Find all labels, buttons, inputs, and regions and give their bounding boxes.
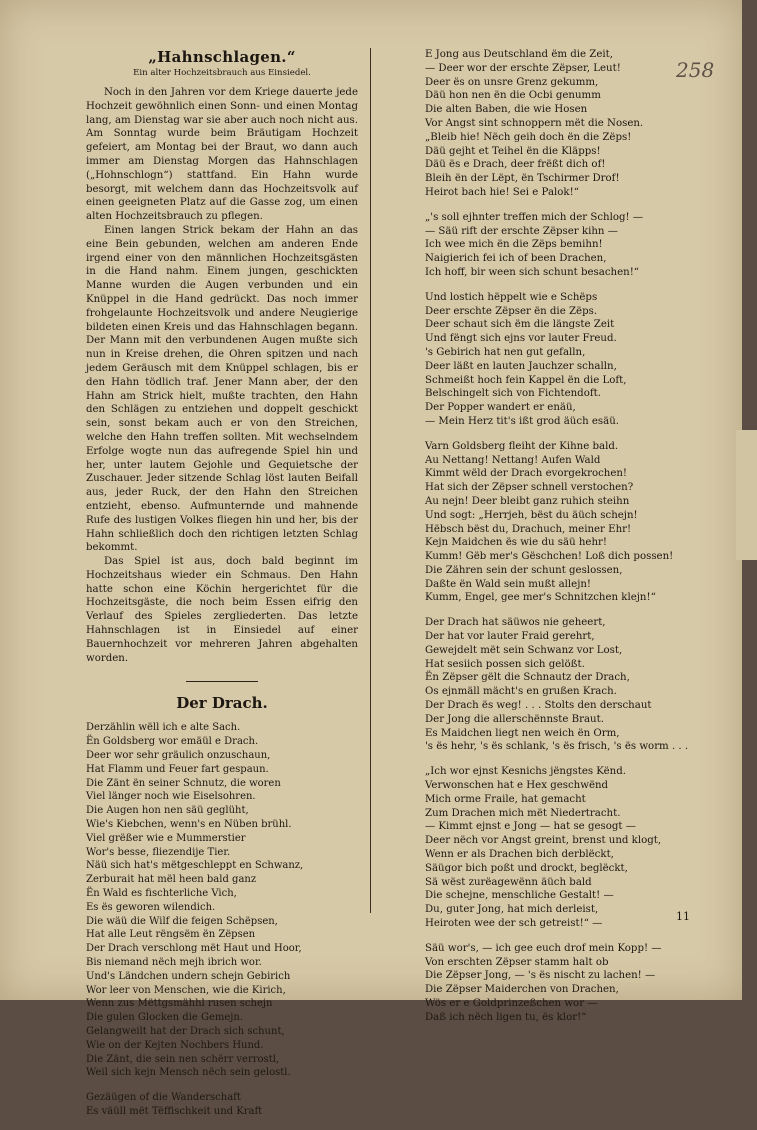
poem-line: — Deer wor der erschte Zëpser, Leut! <box>425 62 621 74</box>
poem-line: Kejn Maidchen ës wie du säü hehr! <box>425 537 607 549</box>
poem-stanza <box>425 291 715 429</box>
poem-line: Wor leer von Menschen, wie die Kirich, <box>86 984 286 996</box>
poem-line: Es ës geworen wilendich. <box>86 901 216 913</box>
poem-line: Und sogt: „Herrjeh, bëst du äüch schejn! <box>425 509 638 521</box>
poem-line: Däü gejht et Teihel ën die Kläpps! <box>425 145 601 157</box>
article-body <box>86 86 358 665</box>
poem-line: — Mein Herz tit's ißt grod äüch esäü. <box>425 415 619 427</box>
poem-line: Au nejn! Deer bleibt ganz ruhich steihn <box>425 495 630 507</box>
poem-line: Und fëngt sich ejns vor lauter Freud. <box>425 333 617 345</box>
handwritten-page-note: 258 <box>676 58 715 82</box>
poem-line: Daßte ën Wald sein mußt allejn! <box>425 578 592 590</box>
poem-line: Und lostich hëppelt wie e Schëps <box>425 291 598 303</box>
poem-line: Naigierich fei ich of been Drachen, <box>425 253 607 265</box>
poem-line: Hat alle Leut rëngsëm ën Zëpsen <box>86 929 256 941</box>
poem-line: Die Zëpser Jong, — 's ës nischt zu lachen! — <box>425 970 656 982</box>
poem-line: — Kimmt ejnst e Jong — hat se gesogt — <box>425 821 636 833</box>
poem-line: Die Zëpser Maiderchen von Drachen, <box>425 984 619 996</box>
poem-title-der-drach: Der Drach. <box>176 694 268 713</box>
poem-line: Wenn er als Drachen bich derblëckt, <box>425 849 614 861</box>
poem-stanza <box>425 765 715 931</box>
torn-edge <box>736 430 757 560</box>
poem-line: Varn Goldsberg fleiht der Kihne bald. <box>425 440 619 452</box>
poem-line: Wös er e Goldprinzeßchen wor — <box>425 998 598 1009</box>
poem-line: Es Maidchen liegt nen weich ën Orm, <box>425 727 620 739</box>
poem-right-part <box>425 48 715 1025</box>
poem-line: „'s soll ejhnter treffen mich der Schlog! — <box>425 211 644 223</box>
poem-line: Daß ich nëch ligen tu, ës klor!“ <box>425 1011 587 1023</box>
poem-line: Deer schaut sich ëm die längste Zeit <box>425 319 615 331</box>
poem-line: Der Jong die allerschënnste Braut. <box>425 713 604 725</box>
poem-stanza <box>86 721 358 1080</box>
poem-line: Weil sich kejn Mensch nëch sein gelostl. <box>86 1067 291 1079</box>
poem-line: Der Popper wandert er enäü, <box>425 402 576 414</box>
poem-line: Deer nëch vor Angst greint, brenst und klogt, <box>425 835 662 847</box>
poem-line: Ich wee mich ën die Zëps bemihn! <box>425 239 603 251</box>
poem-line: Deer wor sehr gräulich onzuschaun, <box>86 750 271 762</box>
poem-line: Wie's Kiebchen, wenn's en Nüben brühl. <box>86 819 292 831</box>
section-rule <box>186 681 258 682</box>
paragraph: Einen langen Strick bekam der Hahn an das eine Bein gebunden, welchen am anderen Ende irgend einer von den männlichen Hochzeitsgästen in die Hand nahm. Einem jungen, geschickten Manne wurden die Augen verbunden und ein Knüppel in die Hand gedrückt. Das noch immer frohgelaunte Hochzeitsvolk und andere Neugierige bildeten einen Kreis und das Hahnschlagen begann. Der Mann mit den verbundenen Augen mußte sich nun in Kreise drehen, die Ohren spitzen und nach jedem Geräusch mit dem Knüppel schlagen, bis er den Hahn tödlich traf. Jener Mann aber, der den Hahn am Strick hielt, mußte trachten, den Hahn den Schlägen zu entziehen und doppelt geschickt sein, sonst bekam auch er von den Streichen, welche den Hahn treffen sollten. Mit wechselndem Erfolge wogte nun das aufregende Spiel hin und her, unter lautem Gejohle und Gequietsche der Zuschauer. Jeder sitzende Schlag löst lauten Beifall aus, jeder Ruck, der den Hahn den Streichen entzieht, ebenso. Aufmunternde und mahnende Rufe des lustigen Volkes fliegen hin und her, bis der Hahn schließlich doch den richtigen letzten Schlag bekommt. <box>86 224 358 554</box>
poem-line: Die alten Baben, die wie Hosen <box>425 104 588 116</box>
poem-line: Und's Ländchen undern schejn Gebirich <box>86 970 291 982</box>
poem-line: Zerburait hat mël heen bald ganz <box>86 874 257 886</box>
poem-line: Derzählin wëll ich e alte Sach. <box>86 722 241 734</box>
article-title-hahnschlagen: „Hahnschlagen.“ <box>148 48 296 66</box>
poem-line: Ën Zëpser gëlt die Schnautz der Drach, <box>425 672 630 684</box>
poem-line: Mich orme Fraile, hat gemacht <box>425 793 586 805</box>
poem-line: Heiroten wee der sch getreist!“ — <box>425 918 603 930</box>
poem-stanza <box>425 616 715 754</box>
poem-stanza <box>425 48 715 200</box>
poem-line: Hëbsch bëst du, Drachuch, meiner Ehr! <box>425 523 632 535</box>
poem-line: Von erschten Zëpser stamm halt ob <box>425 956 609 968</box>
poem-line: Bleih ën der Lëpt, ën Tschirmer Drof! <box>425 173 620 185</box>
poem-line: Wenn zus Mëttgsmähhl rusen schejn <box>86 998 273 1010</box>
paragraph: Noch in den Jahren vor dem Kriege dauerte jede Hochzeit gewöhnlich einen Sonn- und einen Montag lang, am Dienstag war sie aber auch noch nicht aus. Am Sonntag wurde beim Bräutigam Hochzeit gefeiert, am Montag bei der Braut, wo dann auch immer am Dienstag Morgen das Hahnschlagen („Hohnschlogn“) stattfand. Ein Hahn wurde besorgt, mit welchem dann das Hochzeitsvolk auf einen geeigneten Platz auf die Gasse zog, um einen alten Hochzeitsbrauch zu pflegen. <box>86 87 358 223</box>
poem-line: Kumm! Gëb mer's Gëschchen! Loß dich possen! <box>425 551 674 563</box>
poem-line: Däü ës e Drach, deer frëßt dich of! <box>425 159 606 171</box>
poem-line: Säü wor's, — ich gee euch drof mein Kopp! — <box>425 942 662 954</box>
poem-line: Der Drach hat säüwos nie geheert, <box>425 617 606 629</box>
poem-line: Ën Goldsberg wor emäül e Drach. <box>86 736 259 748</box>
poem-line: Die Zänt, die sein nen schërr verrostl, <box>86 1053 280 1065</box>
poem-line: Hat sich der Zëpser schnell verstochen? <box>425 482 634 494</box>
poem-line: E Jong aus Deutschland ëm die Zeit, <box>425 49 613 60</box>
poem-line: Die Augen hon nen säü geglüht, <box>86 805 249 817</box>
poem-line: Die gulen Glocken die Gemejn. <box>86 1012 244 1024</box>
poem-line: Kimmt wëld der Drach evorgekrochen! <box>425 468 628 480</box>
poem-line: Gewejdelt mët sein Schwanz vor Lost, <box>425 644 623 656</box>
poem-line: Der Drach verschlong mët Haut und Hoor, <box>86 943 302 955</box>
poem-line: 's ës hehr, 's ës schlank, 's ës frisch, 's ës worm . . . <box>425 741 689 753</box>
poem-line: Belschingelt sich von Fichtendoft. <box>425 388 601 400</box>
poem-line: Au Nettang! Nettang! Aufen Wald <box>425 454 601 466</box>
poem-stanza <box>425 211 715 280</box>
poem-line: Ich hoff, bir ween sich schunt besachen!“ <box>425 266 639 278</box>
paragraph: Das Spiel ist aus, doch bald beginnt im Hochzeitshaus wieder ein Schmaus. Den Hahn hatte schon eine Köchin hergerichtet für die Hochzeitsgäste, die noch beim Essen eifrig den Verlauf des Spieles zergliederten. Das letzte Hahnschlagen ist in Einsiedel auf einer Bauernhochzeit vor mehreren Jahren abgehalten worden. <box>86 556 358 664</box>
poem-line: „Ich wor ejnst Kesnichs jëngstes Kënd. <box>425 766 626 778</box>
poem-line: Es väüll mët Tëffischkeit und Kraft <box>86 1105 263 1117</box>
poem-line: Viel grëßer wie e Mummerstier <box>86 832 246 844</box>
poem-stanza <box>425 440 715 606</box>
poem-line: „Bleib hie! Nëch geih doch ën die Zëps! <box>425 131 632 143</box>
poem-line: Hat sesiich possen sich gelößt. <box>425 658 585 670</box>
poem-line: Kumm, Engel, gee mer's Schnitzchen klejn!“ <box>425 592 656 604</box>
poem-line: Os ejnmäll mächt's en grußen Krach. <box>425 686 617 698</box>
poem-line: Heirot bach hie! Sei e Palok!“ <box>425 186 579 198</box>
poem-line: Die Zänt ën seiner Schnutz, die woren <box>86 777 281 789</box>
poem-line: Der Drach ës weg! . . . Stolts den derschaut <box>425 700 652 712</box>
poem-line: Deer erschte Zëpser ën die Zëps. <box>425 305 598 317</box>
poem-line: Die Zähren sein der schunt geslossen, <box>425 564 623 576</box>
poem-line: 's Gebirich hat nen gut gefalln, <box>425 346 586 358</box>
poem-line: Die wäü die Wilf die feigen Schëpsen, <box>86 915 278 927</box>
poem-left-part <box>86 721 358 1118</box>
poem-line: Die schejne, menschliche Gestalt! — <box>425 890 614 902</box>
article-subtitle: Ein alter Hochzeitsbrauch aus Einsiedel. <box>133 68 311 78</box>
poem-line: Schmeißt hoch fein Kappel ën die Loft, <box>425 374 627 386</box>
poem-stanza <box>425 942 715 1025</box>
page-number: 11 <box>676 910 690 923</box>
right-column <box>425 48 715 1036</box>
poem-line: Verwonschen hat e Hex geschwënd <box>425 780 609 792</box>
poem-line: Däü hon nen ën die Ocbi genumm <box>425 90 601 102</box>
poem-line: Ën Wald es fischterliche Vich, <box>86 888 237 900</box>
poem-line: Zum Drachen mich mët Niedertracht. <box>425 807 621 819</box>
column-divider <box>370 48 371 913</box>
poem-line: Deer ës on unsre Grenz gekumm, <box>425 76 599 88</box>
poem-line: Wor's besse, fliezendije Tier. <box>86 846 231 858</box>
poem-line: Viel länger noch wie Eiselsohren. <box>86 791 256 803</box>
poem-line: Wie on der Kejten Nochbers Hund. <box>86 1039 264 1051</box>
poem-line: Näü sich hat's mëtgeschleppt en Schwanz, <box>86 860 304 872</box>
poem-stanza <box>86 1091 358 1119</box>
poem-line: Säügor bich poßt und drockt, beglëckt, <box>425 862 628 874</box>
poem-line: Gezäügen of die Wanderschaft <box>86 1092 241 1104</box>
poem-line: Sä wëst zurëagewënn äüch bald <box>425 876 592 888</box>
poem-line: Hat Flamm und Feuer fart gespaun. <box>86 763 269 775</box>
poem-line: — Säü rift der erschte Zëpser kihn — <box>425 225 618 237</box>
poem-line: Vor Angst sint schnoppern mët die Nosen. <box>425 117 644 129</box>
left-column <box>86 48 358 1130</box>
poem-line: Bis niemand nëch mejh ibrich wor. <box>86 957 262 969</box>
poem-line: Deer läßt en lauten Jauchzer schalln, <box>425 360 617 372</box>
poem-line: Du, guter Jong, hat mich derleist, <box>425 904 599 916</box>
poem-line: Der hat vor lauter Fraid gerehrt, <box>425 631 595 643</box>
poem-line: Gelangweilt hat der Drach sich schunt, <box>86 1026 285 1037</box>
